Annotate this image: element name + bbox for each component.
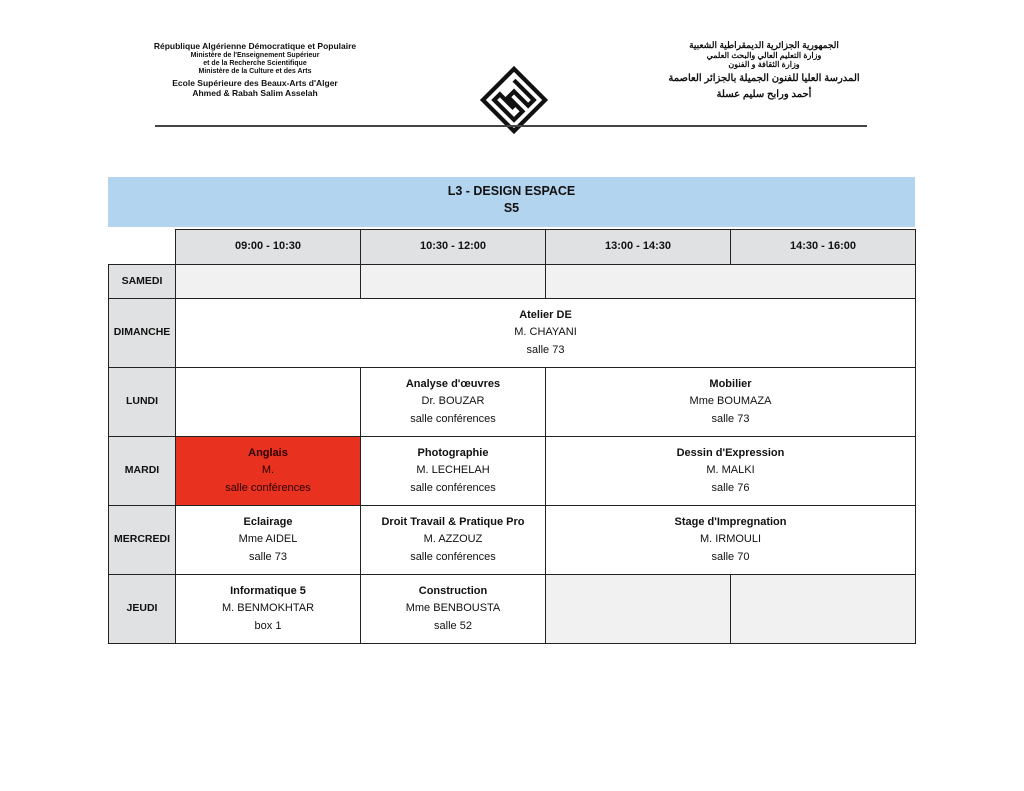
course-room: salle 73 [526,343,565,356]
course-room: salle conférences [225,481,311,494]
course-title: Eclairage [243,515,293,528]
course-room: salle 52 [434,619,472,632]
ministry-culture-ar: وزارة الثقافة و الفنون [728,60,800,70]
day-label: DIMANCHE [109,299,176,368]
course-title: Anglais [248,446,288,459]
ministry-higher-ed-fr: Ministère de l'Enseignement Supérieur [190,51,320,59]
course-room: salle 73 [249,550,287,563]
empty-cell [546,575,731,644]
corner-cell [109,230,176,265]
course-cell [176,506,361,575]
row-samedi [109,265,916,299]
timetable-grid [108,229,916,644]
course-cell [546,368,916,437]
course-teacher: M. CHAYANI [514,326,577,339]
course-room: salle conférences [410,481,496,494]
course-title: Analyse d'œuvres [405,377,501,390]
course-room: salle conférences [410,550,496,563]
course-teacher: Mme BOUMAZA [689,395,772,408]
course-title: Droit Travail & Pratique Pro [381,515,525,528]
row-dimanche [109,299,916,368]
course-cell-highlighted [176,437,361,506]
course-teacher: M. [261,464,275,477]
school-patrons-fr: Ahmed & Rabah Salim Asselah [192,87,318,98]
course-room: salle 73 [711,412,750,425]
course-room: salle 70 [711,550,750,563]
course-title: Photographie [417,446,489,459]
slot-header: 09:00 - 10:30 [176,230,361,265]
course-cell [361,437,546,506]
letterhead-arabic [660,40,868,101]
slot-header: 14:30 - 16:00 [731,230,916,265]
row-mercredi [109,506,916,575]
row-lundi [109,368,916,437]
course-teacher: Mme AIDEL [238,533,298,546]
empty-cell [546,265,916,299]
day-label: LUNDI [109,368,176,437]
course-title: Informatique 5 [230,584,306,597]
course-teacher: M. BENMOKHTAR [221,602,315,615]
ministry-higher-ed-ar: وزارة التعليم العالي والبحث العلمي [706,50,822,60]
course-teacher: Mme BENBOUSTA [405,602,501,615]
ministry-culture-fr: Ministère de la Culture et des Arts [198,67,312,75]
empty-cell [731,575,916,644]
course-room: box 1 [254,619,282,632]
course-room: salle 76 [711,481,750,494]
timetable-title-band [108,177,915,227]
letterhead-divider [155,125,867,127]
course-title: Construction [418,584,488,597]
slot-header: 10:30 - 12:00 [361,230,546,265]
letterhead-french [150,42,360,98]
empty-cell [176,265,361,299]
course-cell [546,437,916,506]
day-label: SAMEDI [109,265,176,299]
school-patrons-ar: أحمد ورابح سليم عسلة [716,89,812,101]
course-teacher: M. AZZOUZ [423,533,483,546]
course-cell [361,575,546,644]
course-title: Stage d'Impregnation [674,515,787,528]
course-teacher: M. MALKI [706,464,755,477]
day-label: MARDI [109,437,176,506]
course-teacher: Dr. BOUZAR [421,395,485,408]
course-title: Dessin d'Expression [676,446,785,459]
course-cell [176,575,361,644]
timetable-semester: S5 [503,200,520,215]
school-name-ar: المدرسة العليا للفنون الجميلة بالجزائر العاصمة [668,73,860,85]
course-room: salle conférences [410,412,496,425]
course-title: Mobilier [709,377,752,390]
course-cell [546,506,916,575]
course-cell [361,368,546,437]
course-title: Atelier DE [519,308,572,321]
timetable-title: L3 - DESIGN ESPACE [447,184,576,198]
slot-header: 13:00 - 14:30 [546,230,731,265]
republic-name-fr: République Algérienne Démocratique et Populaire [153,41,357,51]
course-cell [361,506,546,575]
header-row [109,230,916,265]
ministry-research-fr: et de la Recherche Scientifique [203,59,307,67]
row-jeudi [109,575,916,644]
row-mardi [109,437,916,506]
school-name-fr: Ecole Supérieure des Beaux-Arts d'Alger [172,77,338,88]
course-cell [176,299,916,368]
day-label: MERCREDI [109,506,176,575]
course-teacher: M. LECHELAH [416,464,490,477]
course-teacher: M. IRMOULI [699,533,762,546]
republic-name-ar: الجمهورية الجزائرية الديمقراطية الشعبية [689,40,839,50]
empty-cell [361,265,546,299]
empty-cell [176,368,361,437]
day-label: JEUDI [109,575,176,644]
